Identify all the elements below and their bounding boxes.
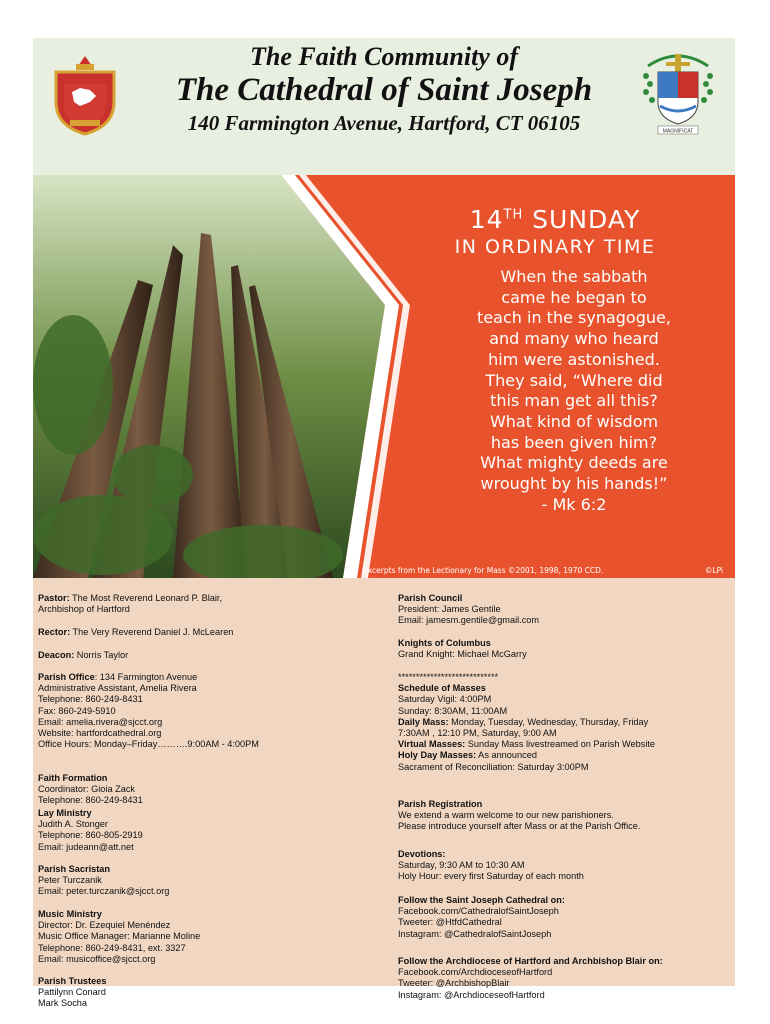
trustees-title: Parish Trustees	[38, 976, 107, 986]
devotions-line: Holy Hour: every first Saturday of each month	[398, 871, 584, 882]
devotions-title: Devotions:	[398, 849, 446, 859]
daily-mass-times: 7:30AM , 12:10 PM, Saturday, 9:00 AM	[398, 728, 557, 739]
trustee-name: Mark Socha	[38, 998, 88, 1009]
lectionary-excerpt-credit: Excerpts from the Lectionary for Mass ©2001, 1998, 1970 CCD.	[363, 566, 604, 575]
cathedral-twitter: Tweeter: @HtfdCathedral	[398, 917, 502, 928]
parish-council-title: Parish Council	[398, 593, 463, 603]
registration-block	[398, 799, 728, 833]
lay-ministry-block	[38, 808, 368, 853]
quote-line: What mighty deeds are	[480, 453, 668, 473]
office-email: Email: amelia.rivera@sjcct.org	[38, 716, 163, 727]
quote-line: has been given him?	[490, 432, 658, 452]
reconciliation-line: Sacrament of Reconciliation: Saturday 3:00PM	[398, 761, 589, 772]
banner-subtitle-ordinary-time: IN ORDINARY TIME	[454, 236, 656, 258]
deacon-block	[38, 650, 368, 661]
lpi-credit: ©LPi	[705, 566, 724, 575]
star-divider: ****************************	[398, 672, 499, 682]
rector-label: Rector:	[38, 627, 71, 637]
scripture-quote	[417, 267, 731, 515]
office-hours: Office Hours: Monday–Friday……….9:00AM - 4:00PM	[38, 739, 259, 750]
bulletin-page	[33, 38, 735, 1009]
faith-formation-block	[38, 773, 368, 807]
crest-motto: MAGNIFICAT	[662, 128, 694, 135]
sacristan-title: Parish Sacristan	[38, 864, 111, 874]
parish-council-line: President: James Gentile	[398, 604, 501, 615]
devotions-line: Saturday, 9:30 AM to 10:30 AM	[398, 860, 525, 871]
quote-line: wrought by his hands!”	[480, 474, 668, 494]
masses-line: Saturday Vigil: 4:00PM	[398, 694, 492, 705]
music-ministry-block	[38, 909, 368, 965]
virtual-masses-label: Virtual Masses:	[398, 739, 466, 750]
music-ministry-line: Email: musicoffice@sjcct.org	[38, 953, 156, 964]
office-fax: Fax: 860-249-5910	[38, 705, 116, 716]
faith-formation-line: Telephone: 860-249-8431	[38, 795, 143, 806]
quote-line: this man get all this?	[490, 391, 658, 411]
archbishop-coat-of-arms-icon	[638, 46, 718, 136]
sacristan-line: Email: peter.turczanik@sjcct.org	[38, 886, 170, 897]
registration-line: We extend a warm welcome to our new parishioners.	[398, 810, 614, 821]
masses-block	[398, 672, 728, 773]
parish-info-section	[33, 578, 735, 1009]
rector-block	[38, 627, 368, 638]
sunday-banner	[33, 175, 735, 578]
daily-mass-days: Monday, Tuesday, Wednesday, Thursday, Friday	[448, 716, 649, 727]
faith-formation-title: Faith Formation	[38, 773, 108, 783]
lay-ministry-line: Telephone: 860-805-2919	[38, 830, 143, 841]
masses-title: Schedule of Masses	[398, 683, 486, 694]
rector-name: The Very Reverend Daniel J. McLearen	[70, 627, 234, 637]
parish-office-label: Parish Office	[38, 672, 95, 682]
archdiocese-instagram: Instagram: @ArchdioceseofHartford	[398, 989, 545, 1000]
faith-formation-line: Coordinator: Gioia Zack	[38, 784, 136, 795]
music-ministry-line: Director: Dr. Ezequiel Menéndez	[38, 920, 171, 931]
pastor-name: The Most Reverend Leonard P. Blair,	[69, 593, 223, 603]
bulletin-header	[33, 38, 735, 175]
follow-cathedral-block	[398, 895, 728, 940]
header-title-cathedral: The Cathedral of Saint Joseph	[175, 72, 593, 108]
quote-line: When the sabbath	[500, 267, 648, 286]
lay-ministry-title: Lay Ministry	[38, 808, 92, 818]
archdiocese-facebook: Facebook.com/ArchdioceseofHartford	[398, 967, 553, 978]
registration-title: Parish Registration	[398, 799, 483, 809]
parish-council-line: Email: jamesm.gentile@gmail.com	[398, 615, 540, 626]
sacristan-block	[38, 864, 368, 898]
knights-line: Grand Knight: Michael McGarry	[398, 649, 527, 660]
trustees-block	[38, 976, 368, 1010]
music-ministry-line: Music Office Manager: Marianne Moline	[38, 931, 201, 942]
parish-council-block	[398, 593, 728, 627]
sacristan-line: Peter Turczanik	[38, 875, 102, 886]
follow-archdiocese-block	[398, 956, 728, 1001]
holy-day-label: Holy Day Masses:	[398, 750, 477, 761]
virtual-masses-value: Sunday Mass livestreamed on Parish Website	[465, 739, 656, 750]
archdiocese-twitter: Tweeter: @ArchbishopBlair	[398, 978, 510, 989]
cathedral-facebook: Facebook.com/CathedralofSaintJoseph	[398, 906, 559, 917]
holy-day-value: As announced	[476, 750, 537, 761]
quote-line: What kind of wisdom	[489, 411, 659, 431]
office-phone: Telephone: 860-249-8431	[38, 694, 143, 705]
music-ministry-title: Music Ministry	[38, 909, 102, 919]
office-website: Website: hartfordcathedral.org	[38, 728, 162, 739]
knights-block	[398, 638, 728, 660]
pastor-title: Archbishop of Hartford	[38, 604, 130, 615]
cathedral-instagram: Instagram: @CathedralofSaintJoseph	[398, 928, 552, 939]
deacon-name: Norris Taylor	[74, 650, 129, 660]
pastor-label: Pastor:	[38, 593, 70, 603]
quote-line: They said, “Where did	[485, 370, 663, 390]
pastor-block	[38, 593, 368, 615]
parish-office-block	[38, 672, 368, 750]
header-address: 140 Farmington Avenue, Hartford, CT 06105	[187, 111, 581, 135]
deacon-label: Deacon:	[38, 650, 75, 660]
music-ministry-line: Telephone: 860-249-8431, ext. 3327	[38, 942, 186, 953]
registration-line: Please introduce yourself after Mass or at the Parish Office.	[398, 821, 641, 832]
trustee-name: Pattilynn Conard	[38, 987, 106, 998]
quote-line: teach in the synagogue,	[477, 308, 671, 328]
lay-ministry-line: Email: judeann@att.net	[38, 841, 134, 852]
follow-archdiocese-title: Follow the Archdiocese of Hartford and Archbishop Blair on:	[398, 956, 663, 966]
quote-line: him were astonished.	[488, 349, 660, 369]
knights-title: Knights of Columbus	[398, 638, 491, 648]
masses-line: Sunday: 8:30AM, 11:00AM	[398, 705, 508, 716]
banner-title-sunday: 14TH SUNDAY	[469, 205, 641, 234]
parish-office-address: : 134 Farmington Avenue	[94, 672, 198, 682]
follow-cathedral-title: Follow the Saint Joseph Cathedral on:	[398, 895, 565, 905]
quote-line: and many who heard	[489, 329, 659, 349]
quote-line: came he began to	[501, 287, 647, 307]
lay-ministry-line: Judith A. Stonger	[38, 819, 108, 830]
daily-mass-label: Daily Mass:	[398, 716, 449, 727]
devotions-block	[398, 849, 728, 883]
header-line-community: The Faith Community of	[250, 42, 518, 71]
office-line: Administrative Assistant, Amelia Rivera	[38, 683, 197, 694]
quote-citation: - Mk 6:2	[541, 494, 607, 514]
